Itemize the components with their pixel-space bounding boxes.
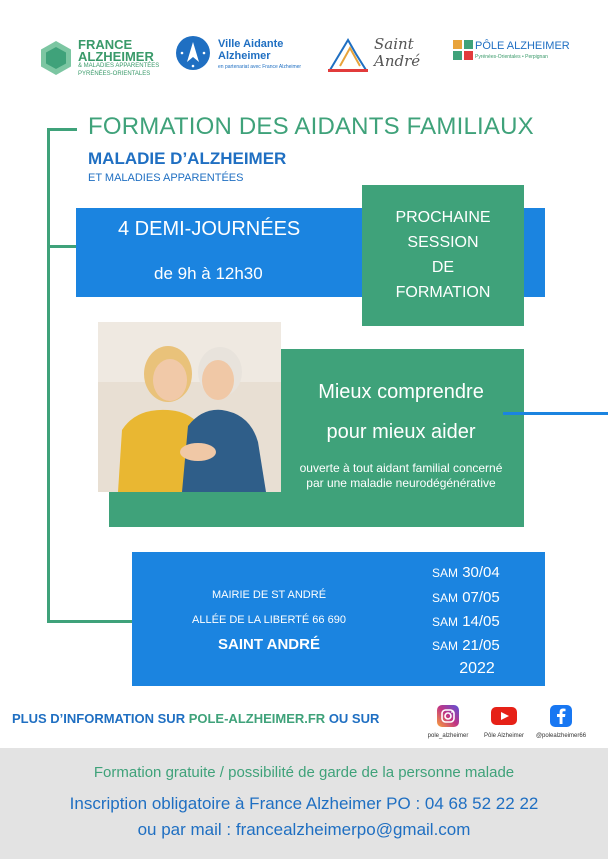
saint-andre-logo	[326, 36, 430, 76]
footer-email: ou par mail : francealzheimerpo@gmail.com	[137, 820, 471, 839]
logo-text: FRANCE	[78, 37, 133, 52]
ville-aidante-logo	[176, 36, 326, 76]
date-value: 07/05	[462, 589, 500, 606]
connector-line	[47, 128, 50, 622]
next-session-line: DE	[431, 259, 455, 276]
social-label: pole_alzheimer	[427, 733, 469, 739]
logo-text: Alzheimer	[218, 50, 271, 62]
page-subtitle: MALADIE D’ALZHEIMER	[88, 149, 287, 168]
social-label: @polealzheimer66	[535, 733, 587, 739]
session-date	[432, 564, 522, 581]
next-session-box	[362, 185, 524, 326]
date-day: SAM	[432, 615, 459, 629]
session-date	[432, 613, 522, 630]
session-date	[432, 637, 522, 654]
info-description: ouverte à tout aidant familial concerné par une maladie neurodégénérative	[299, 461, 503, 490]
next-session-line: PROCHAINE	[395, 209, 491, 226]
pole-alzheimer-logo	[453, 38, 573, 68]
date-value: 21/05	[462, 637, 500, 654]
footer-note: Formation gratuite / possibilité de garde de la personne malade	[93, 764, 515, 781]
youtube-icon[interactable]	[491, 707, 517, 725]
social-youtube[interactable]	[474, 705, 534, 739]
sessions-count: 4 DEMI-JOURNÉES	[118, 218, 301, 240]
session-date	[432, 589, 522, 606]
more-info-text	[12, 711, 379, 726]
social-instagram[interactable]	[418, 705, 478, 739]
address-city: SAINT ANDRÉ	[218, 636, 320, 653]
connector-line	[47, 128, 77, 131]
footer-registration: Inscription obligatoire à France Alzheimer PO : 04 68 52 22 22	[69, 794, 539, 813]
logo-text: Ville Aidante	[218, 38, 284, 50]
hexagon-logo-icon	[38, 40, 74, 76]
logo-text: ALZHEIMER	[78, 49, 154, 64]
address-line: ALLÉE DE LA LIBERTÉ 66 690	[192, 614, 346, 626]
logo-text: & MALADIES APPARENTÉES	[78, 63, 160, 69]
info-headline: Mieux comprendre	[318, 381, 484, 403]
logo-text: PÔLE ALZHEIMER	[475, 40, 570, 52]
next-session-line: FORMATION	[395, 284, 491, 301]
logo-text: Saint	[374, 35, 414, 53]
more-info-prefix: PLUS D’INFORMATION SUR	[12, 711, 189, 726]
date-day: SAM	[432, 639, 459, 653]
tree-logo-icon	[453, 40, 473, 60]
date-value: 14/05	[462, 613, 500, 630]
connector-line	[47, 620, 133, 623]
next-session-line: SESSION	[407, 234, 479, 251]
address-line: MAIRIE DE ST ANDRÉ	[211, 589, 327, 601]
page-title: FORMATION DES AIDANTS FAMILIAUX	[88, 113, 534, 140]
more-info-suffix: OU SUR	[325, 711, 380, 726]
page-subtitle-secondary: ET MALADIES APPARENTÉES	[88, 172, 244, 184]
compass-logo-icon	[176, 36, 210, 70]
connector-line	[503, 412, 608, 415]
logo-text: PYRÉNÉES-ORIENTALES	[78, 71, 151, 77]
facebook-icon[interactable]	[550, 705, 572, 727]
website-link[interactable]: POLE-ALZHEIMER.FR	[188, 711, 326, 726]
church-logo-icon	[326, 36, 372, 76]
caregivers-photo	[98, 322, 281, 492]
date-day: SAM	[432, 566, 459, 580]
session-year: 2022	[459, 660, 495, 677]
date-value: 30/04	[462, 564, 500, 581]
session-hours: de 9h à 12h30	[154, 264, 263, 283]
social-label: Pôle Alzheimer	[483, 733, 525, 739]
france-alzheimer-logo	[38, 38, 168, 84]
logo-text: en partenariat avec France Alzheimer	[218, 64, 302, 70]
social-facebook[interactable]	[530, 705, 592, 739]
logo-text: Pyrénées-Orientales • Perpignan	[475, 54, 548, 60]
instagram-icon[interactable]	[437, 705, 459, 727]
date-day: SAM	[432, 591, 459, 605]
info-headline: pour mieux aider	[326, 421, 476, 443]
logo-text: André	[374, 52, 421, 70]
